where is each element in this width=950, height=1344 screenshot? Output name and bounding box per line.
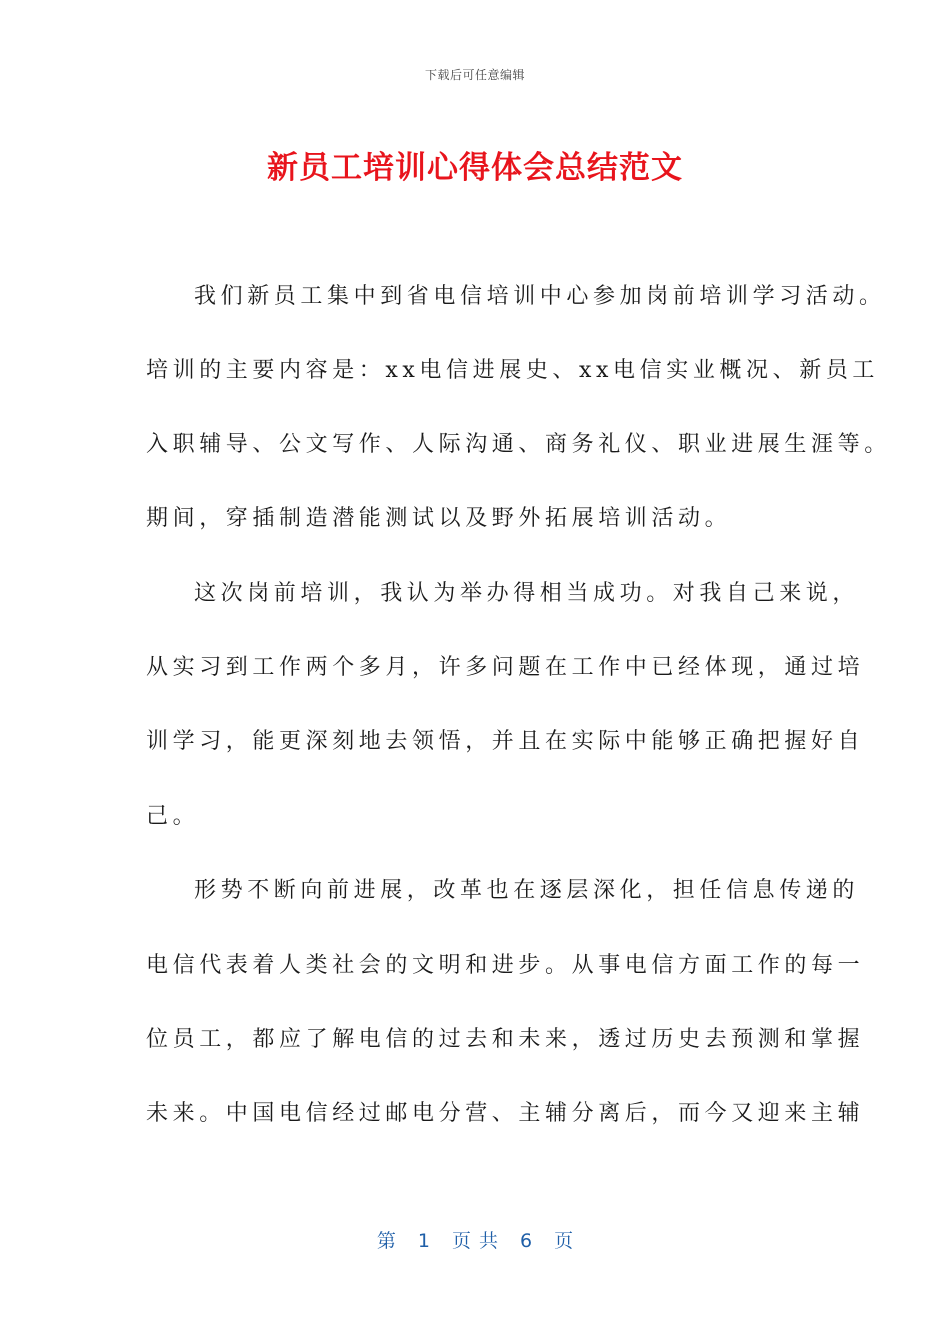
header-note: 下载后可任意编辑: [424, 68, 525, 82]
paragraph-2-line-1: 这次岗前培训，我认为举办得相当成功。对我自己来说，: [194, 581, 860, 606]
paragraph-2-line-3: 训学习，能更深刻地去领悟，并且在实际中能够正确把握好自: [146, 729, 865, 754]
paragraph-1-line-1: 我们新员工集中到省电信培训中心参加岗前培训学习活动。: [194, 284, 886, 309]
footer-page-number: 1: [417, 1230, 430, 1252]
paragraph-3-line-4: 未来。中国电信经过邮电分营、主辅分离后，而今又迎来主辅: [146, 1101, 865, 1126]
page-footer: [0, 1226, 950, 1253]
paragraph-1-line-3: 入职辅导、公文写作、人际沟通、商务礼仪、职业进展生涯等。: [146, 432, 891, 457]
paragraph-2-line-4: 己。: [146, 804, 200, 829]
footer-page-end: 页: [554, 1230, 574, 1252]
paragraph-3-line-2: 电信代表着人类社会的文明和进步。从事电信方面工作的每一: [146, 953, 865, 978]
paragraph-1-line-2: 培训的主要内容是：xx电信进展史、xx电信实业概况、新员工: [146, 358, 880, 383]
footer-page-mid: 页共: [451, 1230, 506, 1252]
paragraph-3-line-1: 形势不断向前进展，改革也在逐层深化，担任信息传递的: [194, 878, 860, 903]
paragraph-2-line-2: 从实习到工作两个多月，许多问题在工作中已经体现，通过培: [146, 655, 865, 680]
paragraph-3-line-3: 位员工，都应了解电信的过去和未来，透过历史去预测和掌握: [146, 1027, 865, 1052]
footer-total-pages: 6: [520, 1230, 533, 1252]
footer-page-label: 第: [376, 1230, 396, 1252]
document-title: 新员工培训心得体会总结范文: [267, 150, 683, 186]
paragraph-1-line-4: 期间，穿插制造潜能测试以及野外拓展培训活动。: [146, 506, 732, 531]
